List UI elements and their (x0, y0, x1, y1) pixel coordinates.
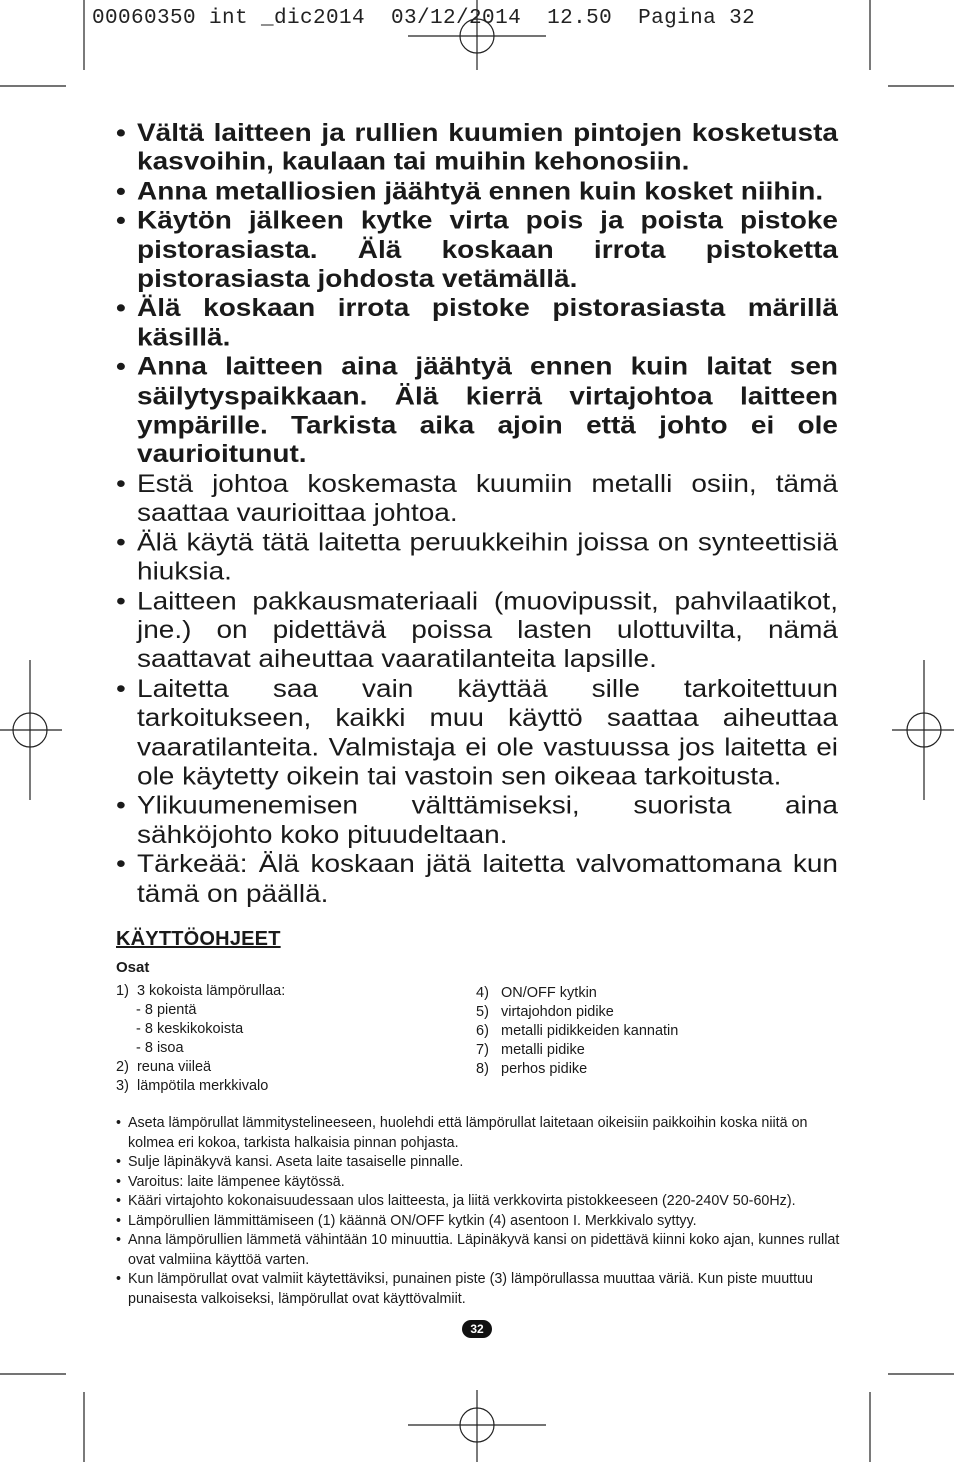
instruction-item: • Kun lämpörullat ovat valmiit käytettäviksi, punainen piste (3) lämpörullassa muuttaa väriä. Kun piste muuttuu punaisesta valkoiseksi, lämpörullat ovat käyttövalmiit. (116, 1270, 840, 1309)
registration-mark-bottom (408, 1390, 546, 1462)
part-item: 5) virtajohdon pidike (476, 1004, 614, 1020)
part-subitem: - 8 pientä (136, 1002, 197, 1018)
warning-item: • Anna metalliosien jäähtyä ennen kuin kosket niihin. (116, 177, 838, 206)
warning-item: • Estä johtoa koskemasta kuumiin metalli osiin, tämä saattaa vaurioittaa johtoa. (116, 469, 838, 528)
part-item: 4) ON/OFF kytkin (476, 985, 597, 1001)
part-item: 7) metalli pidike (476, 1042, 585, 1058)
print-slug: 00060350 int _dic2014 03/12/2014 12.50 Pagina 32 (92, 7, 756, 30)
part-subitem: - 8 keskikokoista (136, 1021, 244, 1037)
instruction-item: • Sulje läpinäkyvä kansi. Aseta laite tasaiselle pinnalle. (116, 1153, 840, 1173)
warning-item: • Käytön jälkeen kytke virta pois ja poista pistoke pistorasiasta. Älä koskaan irrota pistoketta pistorasiasta johdosta vetämällä. (116, 206, 838, 294)
instruction-item: • Kääri virtajohto kokonaisuudessaan ulos laitteesta, ja liitä verkkovirta pistokkeeseen (220-240V 50-60Hz). (116, 1192, 840, 1212)
safety-warnings (116, 118, 838, 908)
page-number: 32 (462, 1320, 492, 1338)
warning-item: • Ylikuumenemisen välttämiseksi, suorista aina sähköjohto koko pituudeltaan. (116, 791, 838, 850)
part-item: 3) lämpötila merkkivalo (116, 1078, 269, 1094)
parts-column-right (476, 984, 678, 1079)
part-item: 1) 3 kokoista lämpörullaa: (116, 983, 286, 999)
parts-column-left (116, 982, 285, 1096)
warning-item: • Laitteen pakkausmateriaali (muovipussit, pahvilaatikot, jne.) on pidettävä poissa lasten ulottuvilta, nämä saattavat aiheuttaa vaaratilanteita lapsille. (116, 586, 838, 674)
usage-instructions (116, 1114, 840, 1309)
warning-item: • Älä koskaan irrota pistoke pistorasiasta märillä käsillä. (116, 294, 838, 353)
section-title: KÄYTTÖOHJEET (116, 928, 281, 950)
registration-mark-left (0, 660, 62, 800)
parts-heading: Osat (116, 959, 150, 976)
instructions-section (116, 928, 838, 1094)
warning-item: • Tärkeää: Älä koskaan jätä laitetta valvomattomana kun tämä on päällä. (116, 849, 838, 908)
instruction-item: • Anna lämpörullien lämmetä vähintään 10 minuuttia. Läpinäkyvä kansi on pidettävä kiinni koko ajan, kunnes rullat ovat valmiina käyttöä varten. (116, 1231, 840, 1270)
warning-item: • Älä käytä tätä laitetta peruukkeihin joissa on synteettisiä hiuksia. (116, 528, 838, 587)
part-item: 8) perhos pidike (476, 1061, 588, 1077)
warning-item: • Vältä laitteen ja rullien kuumien pintojen kosketusta kasvoihin, kaulaan tai muihin kehonosiin. (116, 118, 838, 177)
registration-mark-right (892, 660, 954, 800)
instruction-item: • Aseta lämpörullat lämmitystelineeseen, huolehdi että lämpörullat laitetaan oikeisiin paikkoihin koska niitä on kolmea eri kokoa, tarkista halkaisia pinnan pohjasta. (116, 1114, 840, 1153)
instruction-item: • Lämpörullien lämmittämiseen (1) käännä ON/OFF kytkin (4) asentoon I. Merkkivalo syttyy. (116, 1212, 840, 1232)
part-subitem: - 8 isoa (136, 1040, 184, 1056)
part-item: 6) metalli pidikkeiden kannatin (476, 1023, 679, 1039)
warning-item: • Anna laitteen aina jäähtyä ennen kuin laitat sen säilytyspaikkaan. Älä kierrä virtajohtoa laitteen ympärille. Tarkista aika ajoin että johto ei ole vaurioitunut. (116, 352, 838, 469)
instruction-item: • Varoitus: laite lämpenee käytössä. (116, 1173, 840, 1193)
warning-item: • Laitetta saa vain käyttää sille tarkoitettuun tarkoitukseen, kaikki muu käyttö saattaa aiheuttaa vaaratilanteita. Valmistaja ei ole vastuussa jos laitetta ei ole käytetty oikein tai vastoin sen oikeaa tarkoitusta. (116, 674, 838, 791)
part-item: 2) reuna viileä (116, 1059, 212, 1075)
